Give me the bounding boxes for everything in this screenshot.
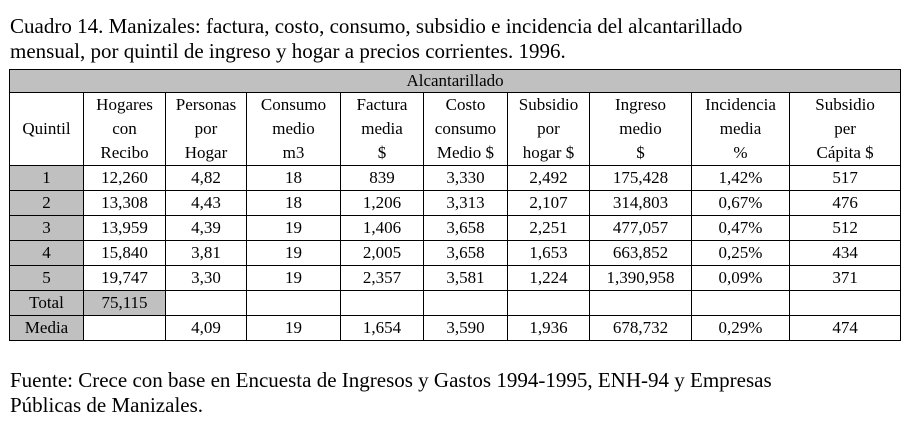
table-cell: 1,42% — [692, 166, 790, 191]
caption-line-2: mensual, por quintil de ingreso y hogar a precios corrientes. 1996. — [10, 39, 566, 63]
table-cell: 15,840 — [84, 241, 166, 266]
table-cell: 19 — [247, 241, 341, 266]
column-header — [790, 93, 901, 166]
table-cell: 18 — [247, 166, 341, 191]
table-cell: 678,732 — [590, 316, 692, 341]
table-cell — [692, 291, 790, 316]
column-header — [424, 93, 508, 166]
column-header-line: per — [834, 119, 856, 138]
column-header-line: media — [361, 119, 403, 138]
table-cell: 3,330 — [424, 166, 508, 191]
column-header-line: $ — [636, 143, 645, 162]
caption-line-1: Cuadro 14. Manizales: factura, costo, consumo, subsidio e incidencia del alcantarillado — [10, 14, 743, 38]
column-header-line: con — [112, 119, 137, 138]
source-note — [10, 368, 910, 418]
table-cell — [166, 291, 247, 316]
table-row — [10, 166, 901, 191]
table-cell: 1,406 — [341, 216, 424, 241]
column-header-line: Incidencia — [705, 95, 776, 114]
table-cell: 4,09 — [166, 316, 247, 341]
table-row — [10, 191, 901, 216]
table-cell: 1,206 — [341, 191, 424, 216]
column-header-row — [10, 93, 901, 166]
column-header-line: Quintil — [22, 119, 71, 138]
column-header — [692, 93, 790, 166]
row-label: 3 — [10, 216, 84, 241]
column-header-line: Hogares — [96, 95, 153, 114]
table-cell: 314,803 — [590, 191, 692, 216]
table-cell: 1,936 — [508, 316, 590, 341]
column-header-line: medio — [619, 119, 662, 138]
column-header-line: Factura — [356, 95, 408, 114]
table-cell: 0,47% — [692, 216, 790, 241]
column-header-line: medio — [272, 119, 315, 138]
column-header-line: Consumo — [260, 95, 327, 114]
table-cell: 3,581 — [424, 266, 508, 291]
table-cell: 476 — [790, 191, 901, 216]
source-line-2: Públicas de Manizales. — [10, 393, 204, 417]
table-cell: 0,67% — [692, 191, 790, 216]
table-row — [10, 266, 901, 291]
table-cell: 19 — [247, 266, 341, 291]
table-cell — [424, 291, 508, 316]
row-label: Total — [10, 291, 84, 316]
column-header — [10, 93, 84, 166]
table-row — [10, 216, 901, 241]
table-cell: 175,428 — [590, 166, 692, 191]
column-header-line: por — [537, 119, 560, 138]
table-cell: 19,747 — [84, 266, 166, 291]
table-cell: 839 — [341, 166, 424, 191]
table-cell: 512 — [790, 216, 901, 241]
group-header-row — [10, 70, 901, 93]
table-cell: 3,658 — [424, 216, 508, 241]
table-cell — [247, 291, 341, 316]
row-label: 4 — [10, 241, 84, 266]
column-header-line: Recibo — [100, 143, 149, 162]
table-cell — [341, 291, 424, 316]
table-cell: 1,390,958 — [590, 266, 692, 291]
column-header-line: Ingreso — [615, 95, 666, 114]
table-cell: 477,057 — [590, 216, 692, 241]
total-row — [10, 291, 901, 316]
column-header-line: Cápita $ — [816, 143, 874, 162]
table-cell: 1,224 — [508, 266, 590, 291]
column-header — [590, 93, 692, 166]
column-header-line: Hogar — [184, 143, 228, 162]
table-row — [10, 241, 901, 266]
table-cell: 0,25% — [692, 241, 790, 266]
column-header-line: m3 — [282, 143, 305, 162]
column-header-line: Costo — [445, 95, 486, 114]
table-cell: 663,852 — [590, 241, 692, 266]
table-cell: 434 — [790, 241, 901, 266]
table-cell — [84, 316, 166, 341]
column-header-line: hogar $ — [522, 143, 575, 162]
table-cell: 12,260 — [84, 166, 166, 191]
table-cell — [790, 291, 901, 316]
table-cell — [508, 291, 590, 316]
table-cell: 18 — [247, 191, 341, 216]
column-header-line: consumo — [434, 119, 497, 138]
table-cell: 3,81 — [166, 241, 247, 266]
column-header-line: por — [194, 119, 218, 138]
table-cell: 3,30 — [166, 266, 247, 291]
column-header-line: % — [733, 143, 748, 162]
table-cell: 0,09% — [692, 266, 790, 291]
table-caption — [10, 14, 910, 64]
table-cell: 4,43 — [166, 191, 247, 216]
table-cell: 1,654 — [341, 316, 424, 341]
table-cell: 19 — [247, 216, 341, 241]
table-cell: 75,115 — [84, 291, 166, 316]
column-header — [84, 93, 166, 166]
table-cell: 474 — [790, 316, 901, 341]
table-cell: 3,590 — [424, 316, 508, 341]
table-cell: 2,251 — [508, 216, 590, 241]
column-header — [247, 93, 341, 166]
column-header — [341, 93, 424, 166]
table-cell: 4,39 — [166, 216, 247, 241]
column-header-line: Subsidio — [518, 95, 579, 114]
table-cell: 2,357 — [341, 266, 424, 291]
table-cell: 1,653 — [508, 241, 590, 266]
row-label: 2 — [10, 191, 84, 216]
table-cell: 371 — [790, 266, 901, 291]
group-header: Alcantarillado — [10, 70, 901, 93]
row-label: 1 — [10, 166, 84, 191]
table-cell: 13,959 — [84, 216, 166, 241]
data-table — [9, 69, 901, 341]
table-cell: 19 — [247, 316, 341, 341]
table-cell: 3,313 — [424, 191, 508, 216]
table-cell: 2,492 — [508, 166, 590, 191]
source-line-1: Fuente: Crece con base en Encuesta de Ingresos y Gastos 1994-1995, ENH-94 y Empresas — [10, 368, 772, 392]
column-header-line: media — [719, 119, 762, 138]
table-cell — [590, 291, 692, 316]
row-label: 5 — [10, 266, 84, 291]
table-cell: 0,29% — [692, 316, 790, 341]
table-cell: 13,308 — [84, 191, 166, 216]
column-header — [166, 93, 247, 166]
column-header-line: $ — [377, 143, 387, 162]
column-header-line: Subsidio — [815, 95, 875, 114]
table-cell: 517 — [790, 166, 901, 191]
table-cell: 2,107 — [508, 191, 590, 216]
column-header — [508, 93, 590, 166]
column-header-line: Medio $ — [436, 143, 495, 162]
table-cell: 2,005 — [341, 241, 424, 266]
media-row — [10, 316, 901, 341]
column-header-line: Personas — [175, 95, 237, 114]
table-cell: 4,82 — [166, 166, 247, 191]
table-cell: 3,658 — [424, 241, 508, 266]
row-label: Media — [10, 316, 84, 341]
